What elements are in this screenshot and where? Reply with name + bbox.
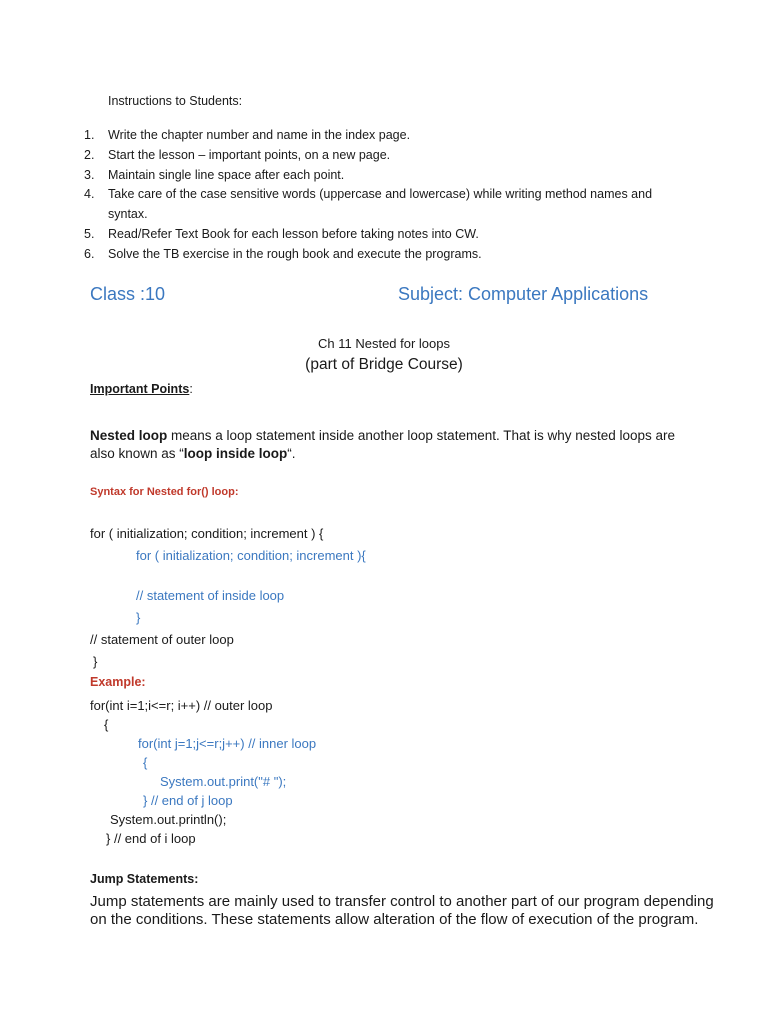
syntax-line: for ( initialization; condition; increment ) { [90, 526, 324, 541]
example-line: for(int i=1;i<=r; i++) // outer loop [90, 698, 273, 713]
syntax-heading: Syntax for Nested for() loop: [90, 486, 239, 498]
list-item-text: Write the chapter number and name in the index page. [108, 128, 411, 142]
syntax-line: // statement of inside loop [136, 588, 285, 603]
example-line: } // end of j loop [143, 793, 233, 808]
syntax-line: } [93, 654, 98, 669]
class-label: Class :10 [90, 284, 166, 304]
example-line: { [143, 755, 148, 770]
example-line: System.out.print("# "); [160, 774, 287, 789]
list-item-number: 2. [84, 147, 95, 162]
list-item [84, 146, 684, 166]
list-item [84, 166, 684, 186]
list-item-number: 1. [84, 128, 95, 142]
example-heading: Example: [90, 675, 146, 689]
instructions-list [84, 126, 684, 265]
list-item-number: 4. [84, 187, 95, 202]
jump-statements-heading: Jump Statements: [90, 872, 199, 886]
syntax-line: // statement of outer loop [90, 632, 234, 647]
list-item [84, 126, 684, 146]
subject-label: Subject: Computer Applications [398, 284, 649, 304]
list-item-text: Start the lesson – important points, on a new page. [108, 147, 391, 162]
list-item-text: Read/Refer Text Book for each lesson before taking notes into CW. [108, 226, 479, 241]
list-item-number: 6. [84, 246, 95, 261]
loop-inside-loop-term: loop inside loop [183, 446, 288, 461]
nested-loop-desc: means a loop statement inside another loop statement. That is why nested loops are also known as “ [90, 428, 676, 461]
list-item-number: 5. [84, 226, 95, 241]
nested-loop-term: Nested loop [90, 428, 168, 443]
important-points-label: Important Points [90, 382, 190, 396]
important-points-colon: : [189, 382, 193, 396]
jump-statements-text: Jump statements are mainly used to transfer control to another part of our program depending on the conditions. These statements allow alteration of the flow of execution of the program. [90, 893, 714, 928]
list-item [84, 245, 684, 265]
chapter-title: Ch 11 Nested for loops [318, 336, 450, 351]
syntax-line: for ( initialization; condition; increment ){ [136, 548, 366, 563]
important-points-heading [90, 382, 193, 396]
list-item [84, 225, 684, 245]
chapter-subtitle: (part of Bridge Course) [305, 356, 463, 373]
list-item-text: Solve the TB exercise in the rough book and execute the programs. [108, 246, 482, 261]
nested-loop-definition [90, 427, 690, 463]
nested-loop-desc-end: “. [287, 446, 296, 461]
list-item-number: 3. [84, 167, 95, 182]
example-line: System.out.println(); [110, 812, 227, 827]
instructions-title: Instructions to Students: [108, 94, 243, 108]
syntax-line: } [136, 610, 141, 625]
list-item [84, 185, 684, 225]
list-item-text: Maintain single line space after each point. [108, 167, 345, 182]
list-item-text: Take care of the case sensitive words (uppercase and lowercase) while writing method names and syntax. [108, 187, 653, 222]
example-line: { [104, 717, 109, 732]
example-line: for(int j=1;j<=r;j++) // inner loop [138, 736, 317, 751]
example-line: } // end of i loop [106, 831, 196, 846]
